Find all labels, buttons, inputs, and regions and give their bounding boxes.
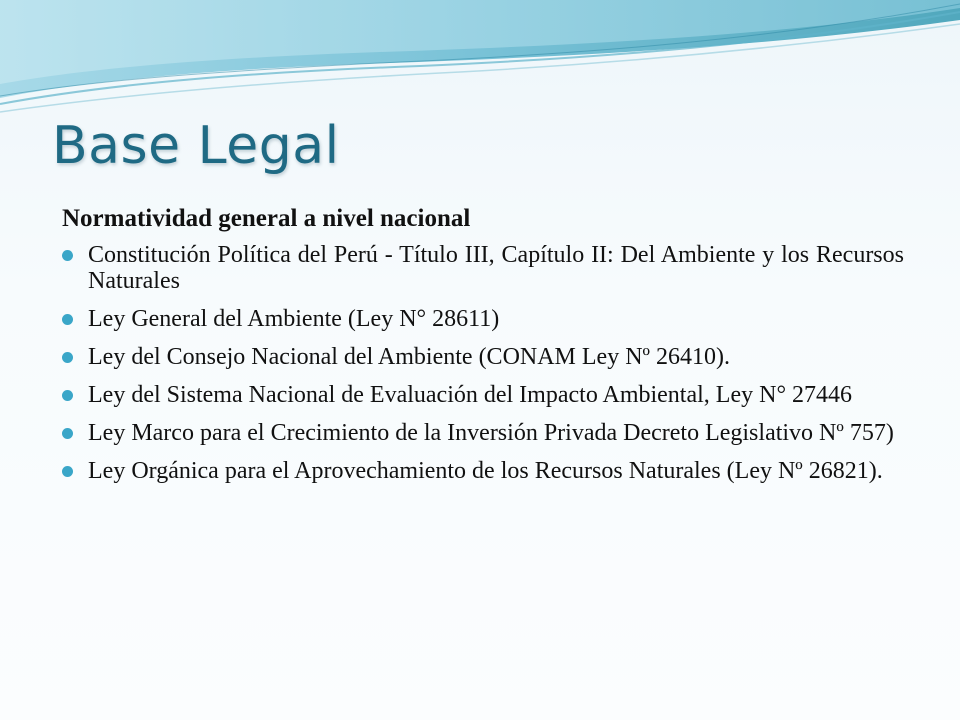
legal-basis-list [62,242,904,484]
list-item-text: Constitución Política del Perú - Título III, Capítulo II: Del Ambiente y los Recursos Naturales [88,241,904,294]
list-item-text: Ley Orgánica para el Aprovechamiento de los Recursos Naturales (Ley Nº 26821). [88,457,883,484]
slide-title: Base Legal [52,116,340,176]
list-item-text: Ley Marco para el Crecimiento de la Inversión Privada Decreto Legislativo Nº 757) [88,419,894,446]
list-item [62,458,904,484]
list-item-text: Ley General del Ambiente (Ley N° 28611) [88,305,500,332]
slide-subtitle: Normatividad general a nivel nacional [62,205,471,232]
bullet-dot-icon [62,250,73,261]
bullet-dot-icon [62,466,73,477]
list-item [62,344,904,370]
bullet-dot-icon [62,352,73,363]
slide-content [62,203,904,496]
list-item [62,306,904,332]
bullet-dot-icon [62,390,73,401]
bullet-dot-icon [62,428,73,439]
list-item-text: Ley del Sistema Nacional de Evaluación del Impacto Ambiental, Ley N° 27446 [88,381,853,408]
list-item [62,420,904,446]
bullet-dot-icon [62,314,73,325]
header-wave-decoration [0,0,960,130]
list-item [62,242,904,294]
list-item-text: Ley del Consejo Nacional del Ambiente (CONAM Ley Nº 26410). [88,343,730,370]
list-item [62,382,904,408]
